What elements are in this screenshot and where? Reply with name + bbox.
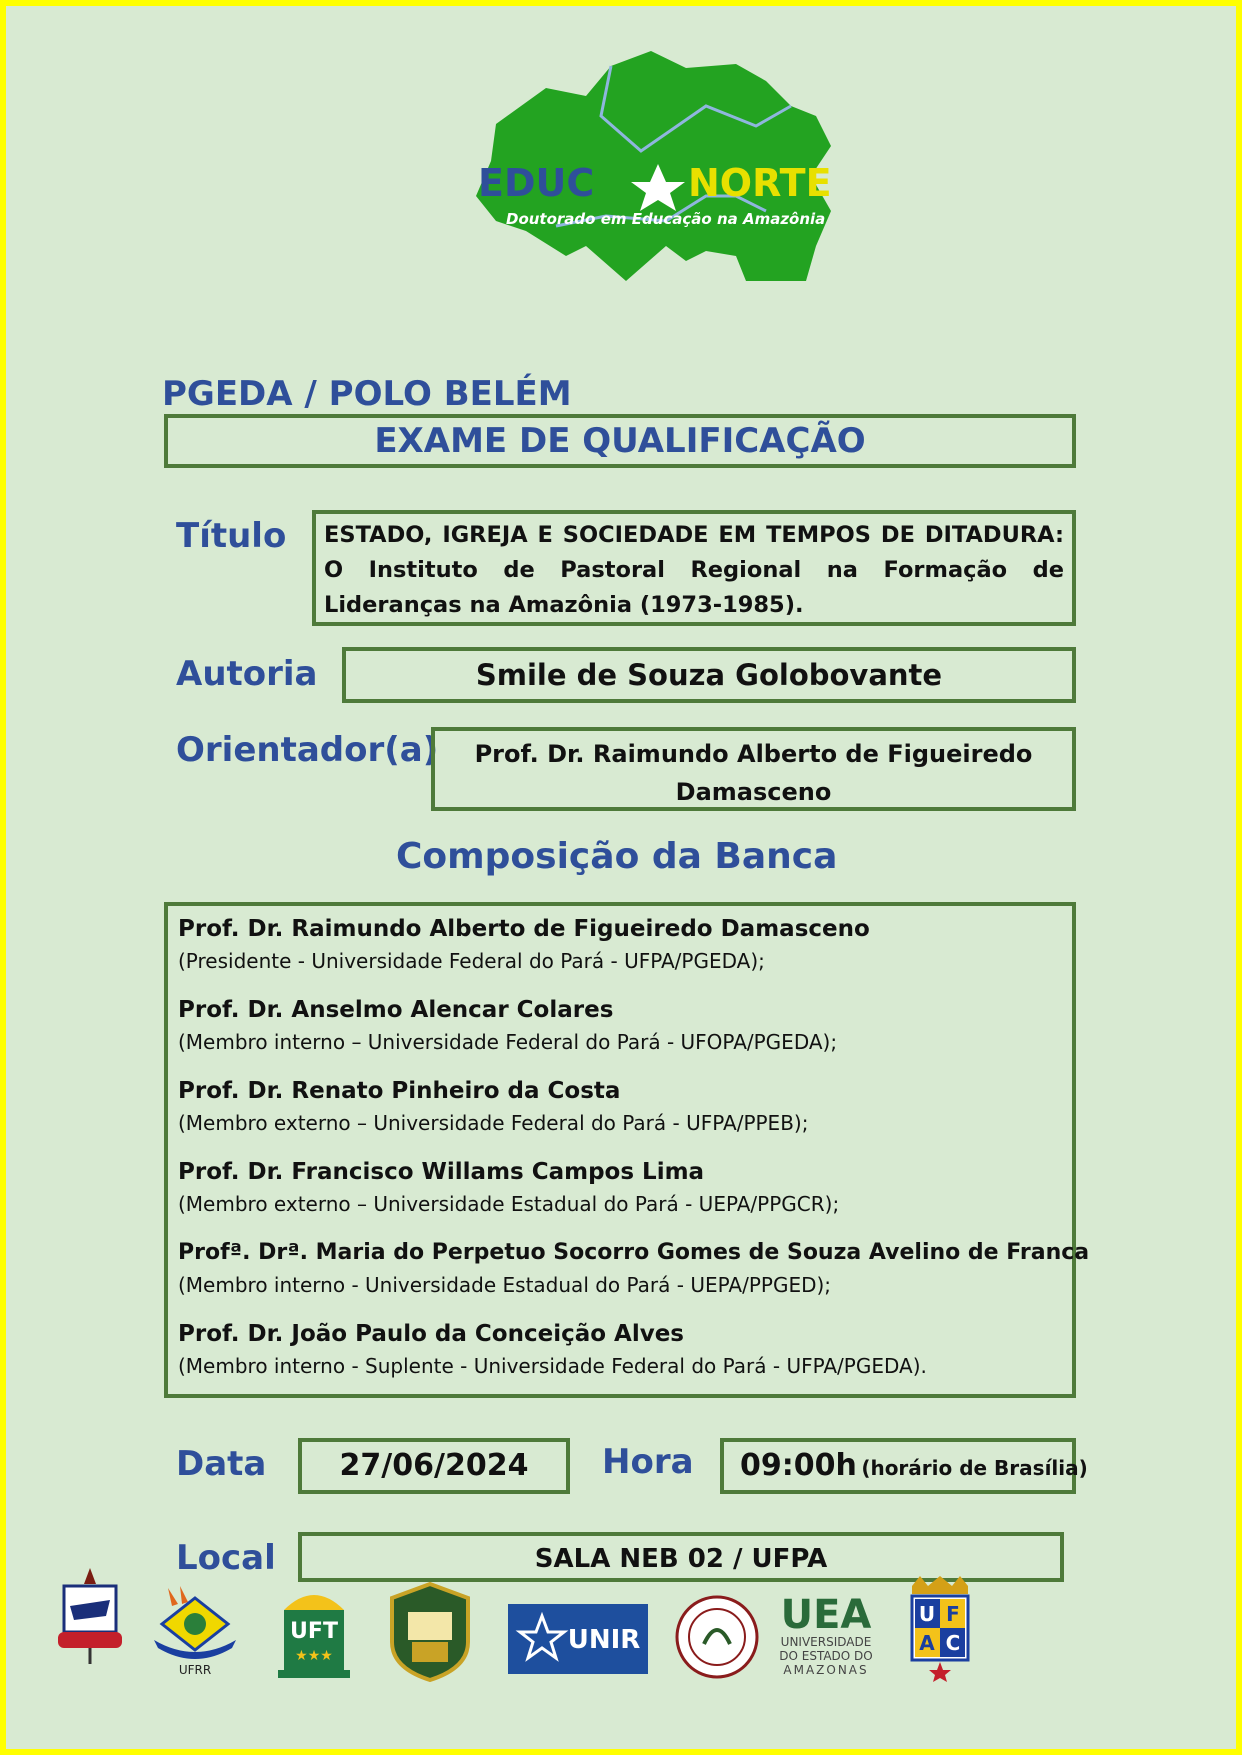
member-name: Prof. Dr. Renato Pinheiro da Costa — [178, 1078, 621, 1104]
svg-text:★★★: ★★★ — [295, 1648, 333, 1664]
program-title: PGEDA / POLO BELÉM — [162, 374, 572, 414]
author-box — [342, 647, 1076, 703]
ufam-logo — [674, 1594, 760, 1680]
advisor-label: Orientador(a) — [176, 730, 439, 770]
date-label: Data — [176, 1444, 267, 1484]
member-name: Prof. Dr. Anselmo Alencar Colares — [178, 997, 614, 1023]
member-name: Prof. Dr. João Paulo da Conceição Alves — [178, 1321, 684, 1347]
committee-heading: Composição da Banca — [396, 836, 838, 877]
title-label: Título — [176, 516, 287, 556]
time-note: (horário de Brasília) — [861, 1456, 1088, 1480]
ufac-logo — [900, 1574, 980, 1682]
svg-text:A: A — [919, 1631, 935, 1655]
committee-member — [178, 1317, 1062, 1381]
member-role: (Presidente - Universidade Federal do Pará - UFPA/PGEDA); — [178, 949, 765, 973]
time-box — [720, 1438, 1088, 1494]
event-title: EXAME DE QUALIFICAÇÃO — [374, 421, 866, 461]
member-role: (Membro externo – Universidade Federal do Pará - UFPA/PPEB); — [178, 1111, 809, 1135]
svg-text:AMAZONAS: AMAZONAS — [783, 1663, 869, 1677]
title-box — [312, 510, 1076, 626]
member-role: (Membro externo – Universidade Estadual do Pará - UEPA/PPGCR); — [178, 1192, 840, 1216]
date-value: 27/06/2024 — [339, 1448, 529, 1483]
event-title-box — [164, 414, 1076, 468]
svg-text:UFT: UFT — [290, 1619, 338, 1644]
member-name: Prof. Dr. Raimundo Alberto de Figueiredo Damasceno — [178, 916, 870, 942]
member-role: (Membro interno – Universidade Federal do Pará - UFOPA/PGEDA); — [178, 1030, 838, 1054]
time-value: 09:00h — [740, 1448, 857, 1483]
svg-text:UEA: UEA — [780, 1592, 872, 1638]
unir-logo — [508, 1604, 648, 1674]
ufpa-logo — [50, 1566, 130, 1666]
date-box — [298, 1438, 570, 1494]
svg-text:F: F — [946, 1602, 960, 1626]
advisor-box — [431, 727, 1076, 811]
svg-text:C: C — [945, 1631, 961, 1655]
time-label: Hora — [602, 1442, 694, 1482]
svg-text:U: U — [918, 1602, 936, 1626]
svg-text:UFRR: UFRR — [178, 1663, 212, 1676]
member-name: Profª. Drª. Maria do Perpetuo Socorro Gomes de Souza Avelino de Franca — [178, 1240, 1090, 1265]
place-label: Local — [176, 1538, 276, 1578]
committee-member — [178, 1236, 1090, 1300]
member-role: (Membro interno - Universidade Estadual do Pará - UEPA/PPGED); — [178, 1273, 832, 1297]
committee-member — [178, 1155, 1062, 1219]
svg-text:EDUC: EDUC — [478, 161, 595, 205]
author-label: Autoria — [176, 654, 318, 694]
member-name: Prof. Dr. Francisco Willams Campos Lima — [178, 1159, 705, 1185]
committee-member — [178, 912, 1062, 976]
svg-text:NORTE: NORTE — [688, 161, 832, 205]
committee-box — [164, 902, 1090, 1398]
educanorte-logo — [436, 46, 916, 321]
title-value: ESTADO, IGREJA E SOCIEDADE EM TEMPOS DE DITADURA: O Instituto de Pastoral Regional na Formação de Lideranças na Amazônia (1973-1985). — [324, 522, 1064, 618]
ufopa-logo — [386, 1582, 474, 1682]
advisor-value: Prof. Dr. Raimundo Alberto de Figueiredo Damasceno — [474, 740, 1033, 806]
svg-text:UNIR: UNIR — [567, 1625, 641, 1655]
svg-text:DO ESTADO DO: DO ESTADO DO — [779, 1649, 873, 1663]
place-value: SALA NEB 02 / UFPA — [534, 1544, 828, 1574]
author-value: Smile de Souza Golobovante — [475, 658, 943, 692]
uea-logo — [776, 1592, 876, 1682]
member-role: (Membro interno - Suplente - Universidade Federal do Pará - UFPA/PGEDA). — [178, 1354, 927, 1378]
uft-logo — [274, 1580, 354, 1680]
svg-text:Doutorado em Educação na Amazô: Doutorado em Educação na Amazônia — [506, 210, 826, 228]
committee-member — [178, 1074, 1062, 1138]
star-icon — [929, 1662, 951, 1682]
ufrr-logo — [150, 1584, 240, 1676]
svg-text:UNIVERSIDADE: UNIVERSIDADE — [780, 1635, 872, 1649]
poster — [6, 6, 1236, 1749]
committee-member — [178, 993, 1062, 1057]
